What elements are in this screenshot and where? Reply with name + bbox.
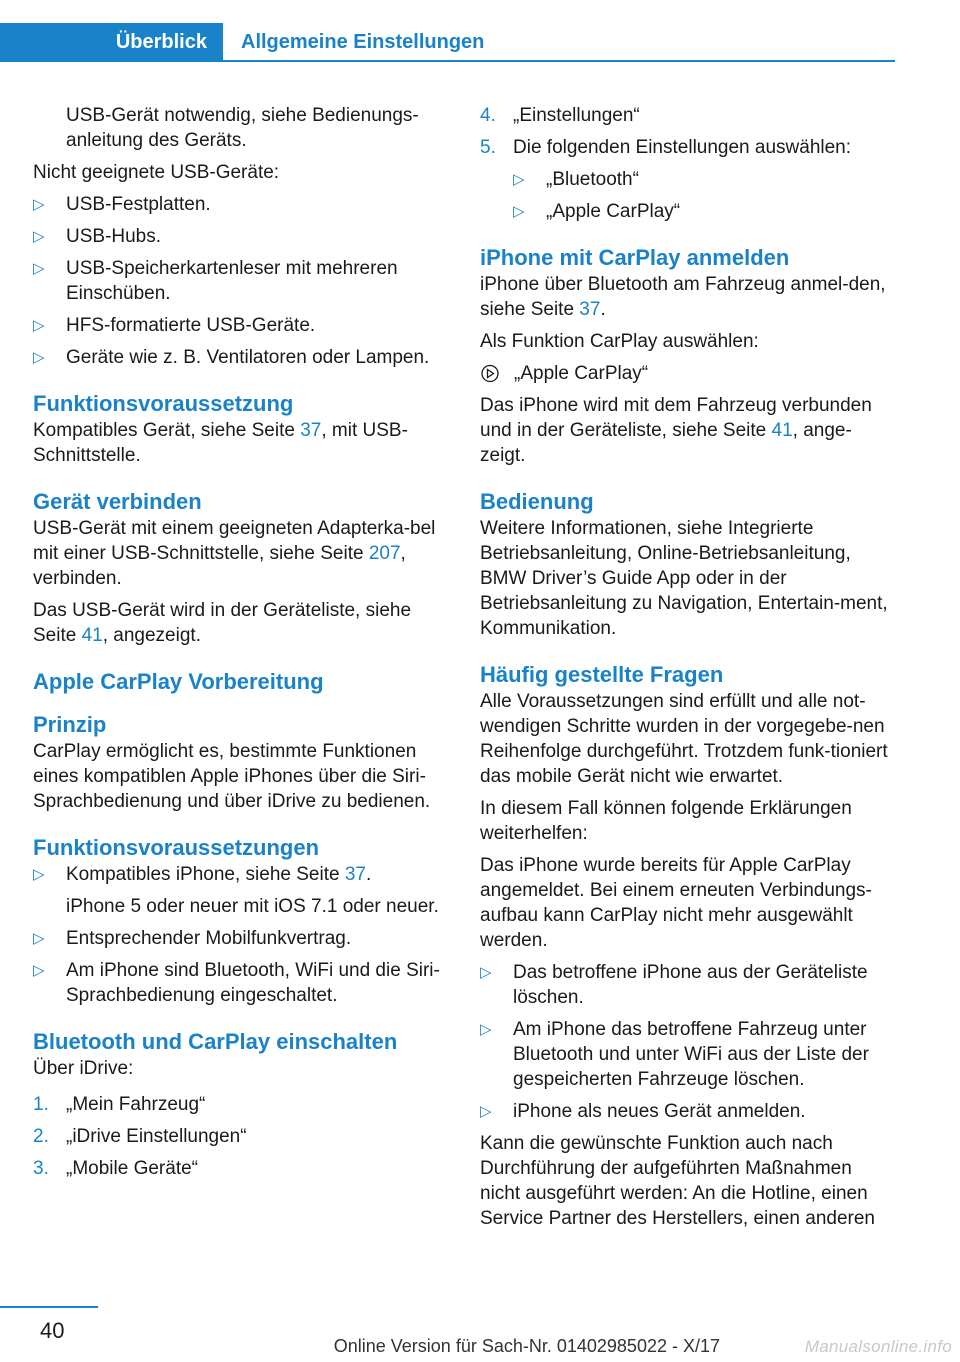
step-item: 2. „iDrive Einstellungen“ xyxy=(33,1126,247,1147)
step-item: 1. „Mein Fahrzeug“ xyxy=(33,1094,206,1115)
list-item: ▷ Am iPhone das betroffene Fahrzeug unter Bluetooth und unter WiFi aus der Liste der gespeicherten Fahrzeuge löschen. xyxy=(480,1019,869,1090)
page-header xyxy=(0,23,895,62)
list-item: ▷ Das betroffene iPhone aus der Geräteliste löschen. xyxy=(480,962,868,1008)
paragraph: USB-Gerät notwendig, siehe Bedienungs-anleitung des Geräts. xyxy=(66,105,419,151)
list-item: ▷ USB-Speicherkartenleser mit mehreren Einschüben. xyxy=(33,258,398,304)
footer-divider xyxy=(0,1306,98,1308)
step-number: 5. xyxy=(480,137,496,158)
section-heading: Funktionsvoraussetzungen xyxy=(33,835,320,860)
page-link[interactable]: 41 xyxy=(81,625,103,646)
paragraph: iPhone 5 oder neuer mit iOS 7.1 oder neuer. xyxy=(66,896,439,917)
triangle-bullet-icon: ▷ xyxy=(33,866,45,883)
triangle-bullet-icon: ▷ xyxy=(33,930,45,947)
list-item: ▷ „Apple CarPlay“ xyxy=(513,201,681,222)
paragraph: iPhone über Bluetooth am Fahrzeug anmel-den, siehe Seite 37. xyxy=(480,274,886,320)
tab-ueberblick[interactable]: Überblick xyxy=(0,23,223,62)
list-item: ▷ USB-Hubs. xyxy=(33,226,162,247)
paragraph: Das iPhone wird mit dem Fahrzeug verbunden und in der Geräteliste, siehe Seite 41, ange-zeigt. xyxy=(480,395,872,466)
paragraph: Das iPhone wurde bereits für Apple CarPlay angemeldet. Bei einem erneuten Verbindungs-aufbau kann CarPlay nicht mehr ausgewählt werden. xyxy=(480,855,872,951)
paragraph: Alle Voraussetzungen sind erfüllt und alle not-wendigen Schritte wurden in der vorgegebe-nen Reihenfolge durchgeführt. Trotzdem funk-tioniert das mobile Gerät nicht wie erwartet. xyxy=(480,691,888,787)
paragraph: Kann die gewünschte Funktion auch nach Durchführung der aufgeführten Maßnahmen nicht ausgeführt werden: An die Hotline, einen Service Partner des Herstellers, einen anderen xyxy=(480,1133,875,1229)
triangle-bullet-icon: ▷ xyxy=(33,228,45,245)
triangle-bullet-icon: ▷ xyxy=(513,203,525,220)
triangle-bullet-icon: ▷ xyxy=(480,1103,492,1120)
section-heading: iPhone mit CarPlay anmelden xyxy=(480,245,790,270)
paragraph: Weitere Informationen, siehe Integrierte Betriebsanleitung, Online-Betriebsanleitung, BMW Driver’s Guide App oder in der Betriebsanleitung zu Navigation, Entertain-ment, Kommunikation. xyxy=(480,518,888,639)
list-item: ▷ Am iPhone sind Bluetooth, WiFi und die Siri-Sprachbedienung eingeschaltet. xyxy=(33,960,440,1006)
paragraph: Über iDrive: xyxy=(33,1058,134,1079)
section-heading: Funktionsvoraussetzung xyxy=(33,391,294,416)
page-link[interactable]: 207 xyxy=(368,543,401,564)
list-item: ▷ iPhone als neues Gerät anmelden. xyxy=(480,1101,806,1122)
carplay-menu-line: „Apple CarPlay“ xyxy=(480,361,895,386)
online-version-note: Online Version für Sach-Nr. 01402985022 - X/17 xyxy=(333,1336,720,1356)
triangle-bullet-icon: ▷ xyxy=(33,317,45,334)
step-number: 3. xyxy=(33,1158,49,1179)
list-item: ▷ HFS-formatierte USB-Geräte. xyxy=(33,315,316,336)
section-heading: Prinzip xyxy=(33,712,107,737)
triangle-bullet-icon: ▷ xyxy=(33,349,45,366)
right-column xyxy=(480,103,895,1238)
step-number: 1. xyxy=(33,1094,49,1115)
section-heading: Gerät verbinden xyxy=(33,489,202,514)
triangle-bullet-icon: ▷ xyxy=(513,171,525,188)
paragraph: Das USB-Gerät wird in der Geräteliste, siehe Seite 41, angezeigt. xyxy=(33,600,412,646)
page-link[interactable]: 41 xyxy=(771,420,793,441)
triangle-bullet-icon: ▷ xyxy=(33,196,45,213)
page-link[interactable]: 37 xyxy=(579,299,601,320)
section-heading: Häufig gestellte Fragen xyxy=(480,662,724,687)
paragraph: CarPlay ermöglicht es, bestimmte Funktionen eines kompatiblen Apple iPhones über die Siri-Sprachbedienung und über iDrive zu bedienen. xyxy=(33,741,431,812)
list-item: ▷ USB-Festplatten. xyxy=(33,194,211,215)
triangle-bullet-icon: ▷ xyxy=(33,260,45,277)
section-heading: Bedienung xyxy=(480,489,594,514)
carplay-icon xyxy=(480,361,506,386)
triangle-bullet-icon: ▷ xyxy=(33,962,45,979)
list-item: ▷ „Bluetooth“ xyxy=(513,169,639,190)
paragraph: USB-Gerät mit einem geeigneten Adapterka-bel mit einer USB-Schnittstelle, siehe Seite 207, verbinden. xyxy=(33,518,436,589)
list-item: ▷ Kompatibles iPhone, siehe Seite 37. xyxy=(33,864,372,885)
page-link[interactable]: 37 xyxy=(300,420,322,441)
header-divider xyxy=(223,60,895,62)
paragraph: Als Funktion CarPlay auswählen: xyxy=(480,331,759,352)
step-number: 4. xyxy=(480,105,496,126)
left-column xyxy=(33,103,448,1188)
list-item: ▷ Geräte wie z. B. Ventilatoren oder Lampen. xyxy=(33,347,430,368)
triangle-bullet-icon: ▷ xyxy=(480,964,492,981)
step-item: 4. „Einstellungen“ xyxy=(480,105,640,126)
step-item: 3. „Mobile Geräte“ xyxy=(33,1158,198,1179)
section-heading: Bluetooth und CarPlay einschalten xyxy=(33,1029,398,1054)
paragraph: Nicht geeignete USB-Geräte: xyxy=(33,162,280,183)
list-item: ▷ Entsprechender Mobilfunkvertrag. xyxy=(33,928,352,949)
chapter-heading: Apple CarPlay Vorbereitung xyxy=(33,669,324,694)
paragraph: In diesem Fall können folgende Erklärungen weiterhelfen: xyxy=(480,798,852,844)
page-number: 40 xyxy=(40,1318,65,1343)
paragraph: Kompatibles Gerät, siehe Seite 37, mit USB-Schnittstelle. xyxy=(33,420,408,466)
step-item: 5. Die folgenden Einstellungen auswählen: xyxy=(480,137,852,158)
tab-allgemeine-einstellungen[interactable]: Allgemeine Einstellungen xyxy=(241,31,485,53)
watermark: Manualsonline.info xyxy=(804,1337,952,1356)
step-number: 2. xyxy=(33,1126,49,1147)
triangle-bullet-icon: ▷ xyxy=(480,1021,492,1038)
page-link[interactable]: 37 xyxy=(344,864,366,885)
